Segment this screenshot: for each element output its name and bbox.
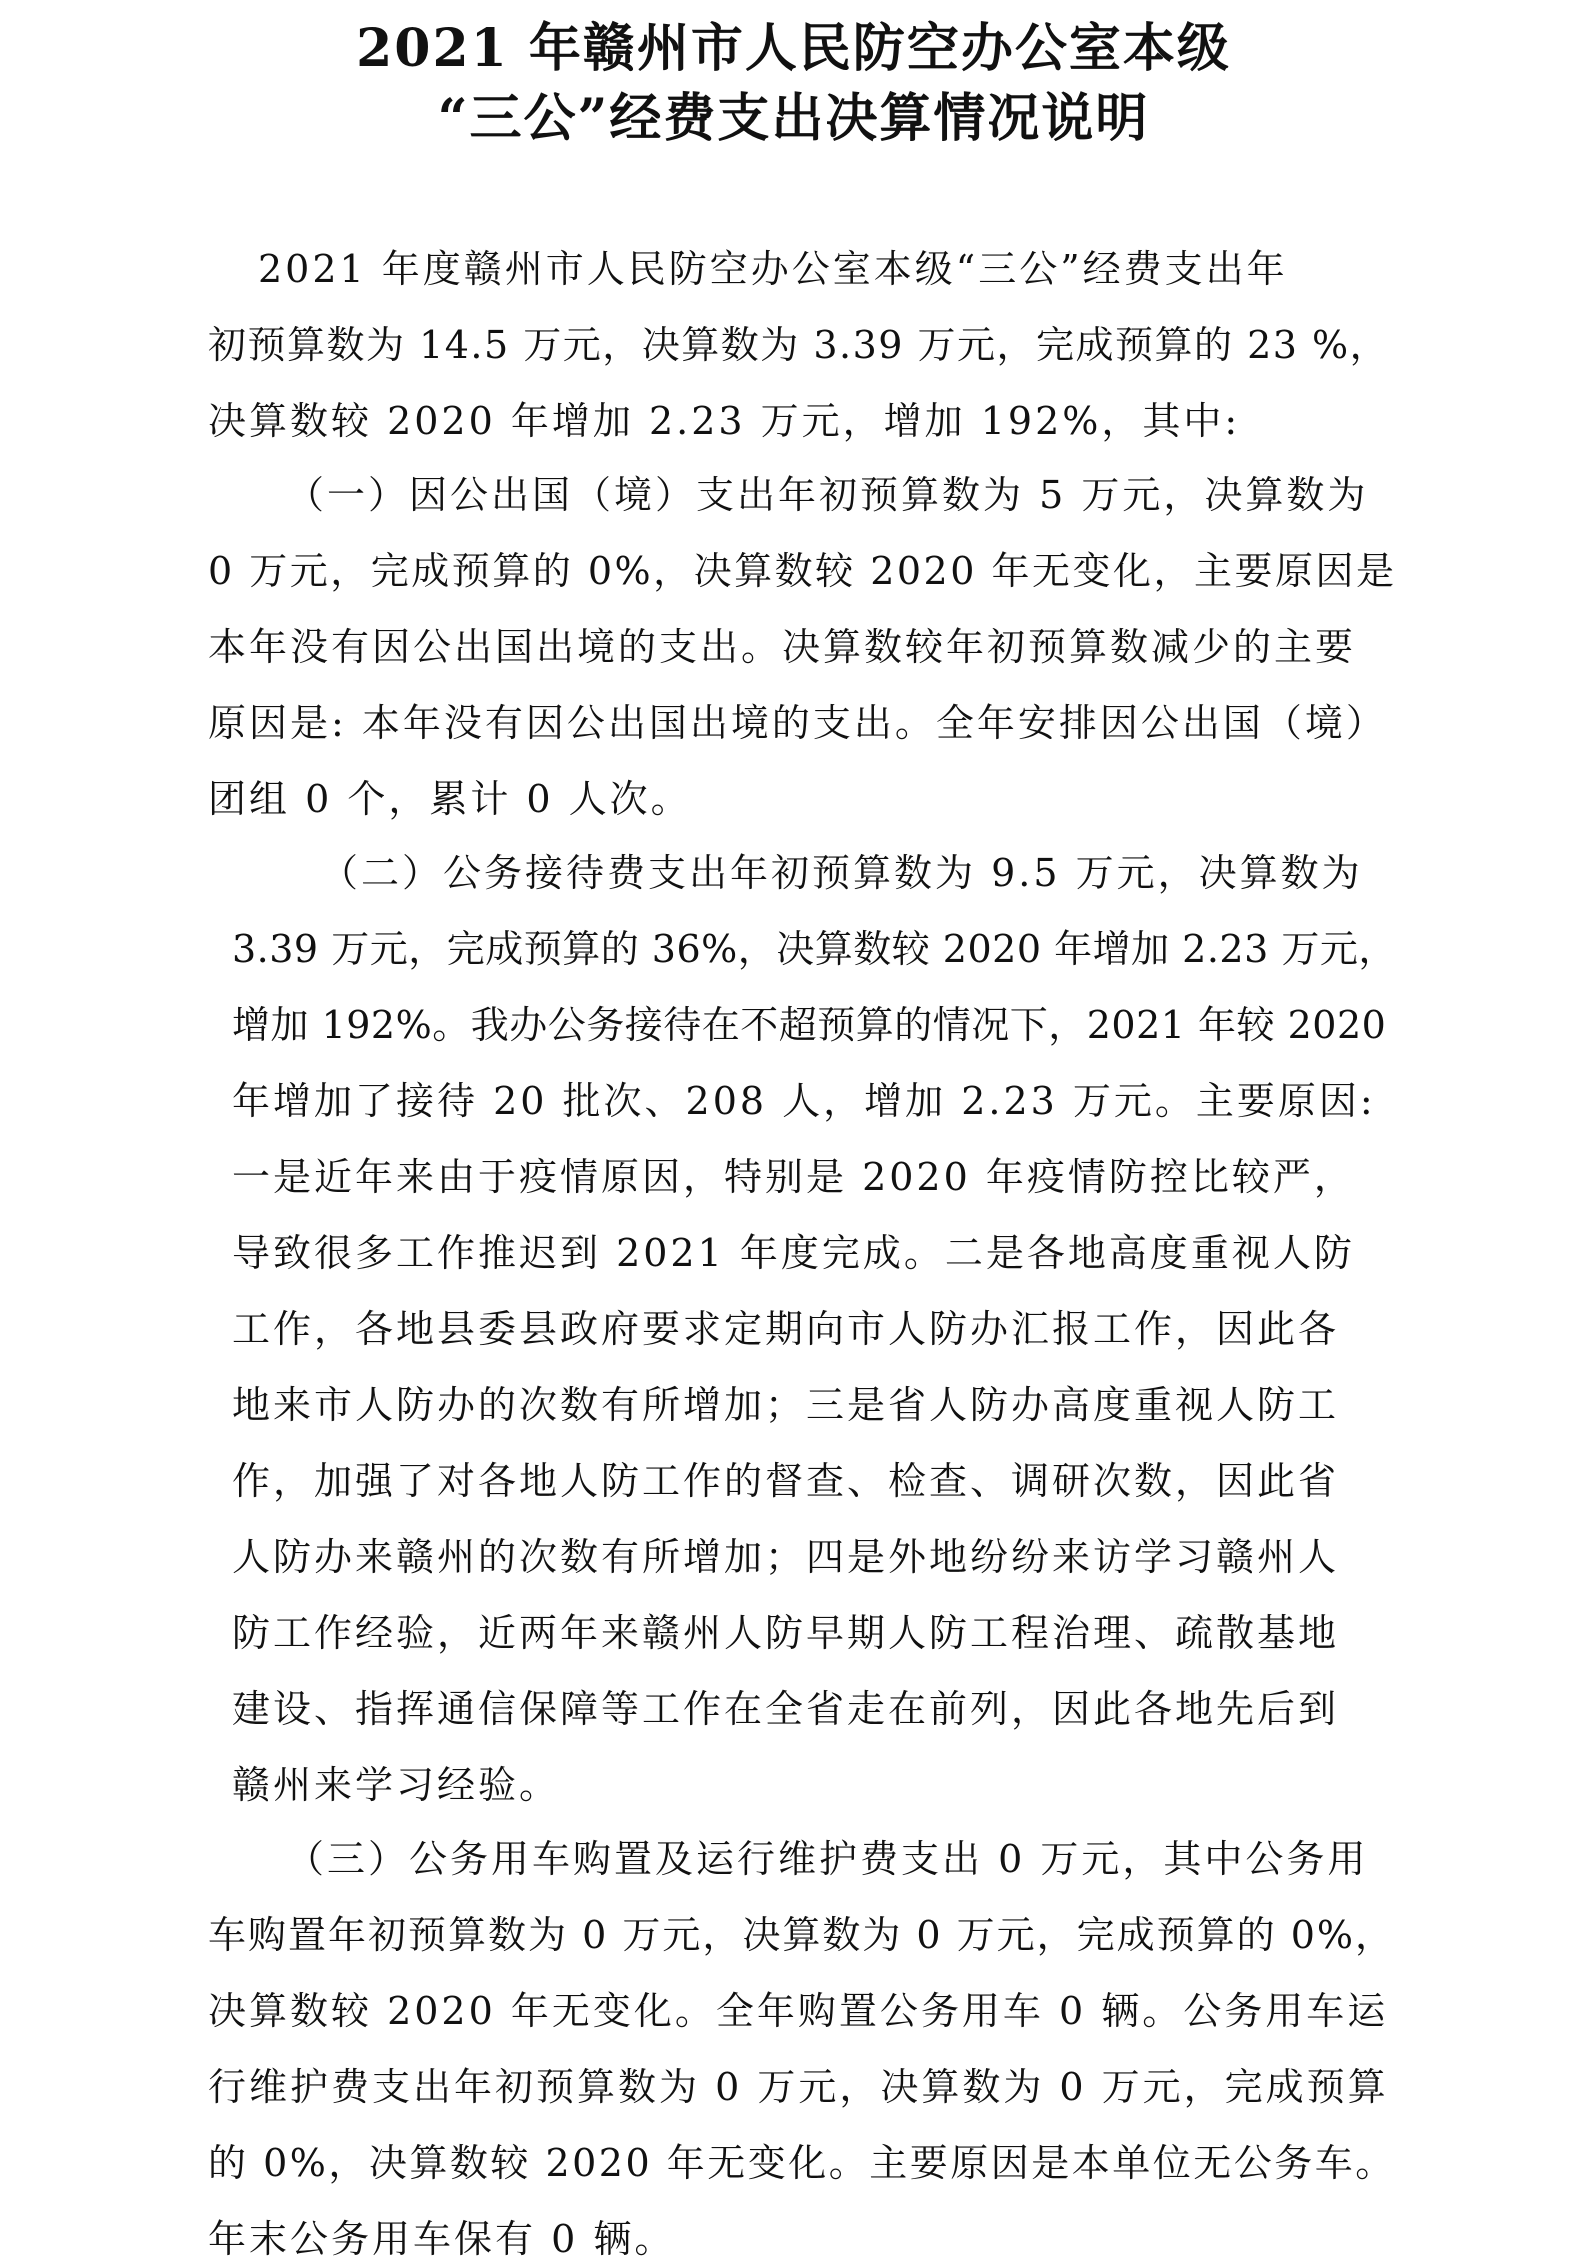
- section-2-line: 地来市人防办的次数有所增加；三是省人防办高度重视人防工: [232, 1383, 1340, 1427]
- section-2-line: 增加 192%。我办公务接待在不超预算的情况下，2021 年较 2020: [232, 1003, 1387, 1047]
- document-title: [0, 14, 1587, 154]
- section-2-line: 一是近年来由于疫情原因，特别是 2020 年疫情防控比较严，: [232, 1155, 1355, 1199]
- section-3-line: （三）公务用车购置及运行维护费支出 0 万元，其中公务用: [286, 1837, 1369, 1881]
- section-2-line: 年增加了接待 20 批次、208 人，增加 2.23 万元。主要原因:: [232, 1079, 1376, 1123]
- intro-line: 决算数较 2020 年增加 2.23 万元，增加 192%，其中:: [208, 399, 1241, 443]
- section-2-line: 导致很多工作推迟到 2021 年度完成。二是各地高度重视人防: [232, 1231, 1355, 1275]
- section-3-line: 车购置年初预算数为 0 万元，决算数为 0 万元，完成预算的 0%，: [208, 1913, 1396, 1957]
- section-3-line: 年末公务用车保有 0 辆。: [208, 2217, 676, 2261]
- section-2-line: 人防办来赣州的次数有所增加；四是外地纷纷来访学习赣州人: [232, 1535, 1340, 1579]
- section-1-line: 0 万元，完成预算的 0%，决算数较 2020 年无变化，主要原因是: [208, 549, 1397, 593]
- title-line-1: 2021 年赣州市人民防空办公室本级: [356, 18, 1231, 79]
- section-2-line: 赣州来学习经验。: [232, 1763, 561, 1807]
- section-1-line: 原因是: 本年没有因公出国出境的支出。全年安排因公出国（境）: [208, 701, 1387, 745]
- section-2-line: 工作，各地县委县政府要求定期向市人防办汇报工作，因此各: [232, 1307, 1340, 1351]
- section-2-line: 防工作经验，近两年来赣州人防早期人防工程治理、疏散基地: [232, 1611, 1340, 1655]
- section-1-line: （一）因公出国（境）支出年初预算数为 5 万元，决算数为: [286, 473, 1369, 517]
- intro-line: 2021 年度赣州市人民防空办公室本级“三公”经费支出年: [258, 247, 1288, 291]
- section-2-line: （二）公务接待费支出年初预算数为 9.5 万元，决算数为: [320, 851, 1363, 895]
- section-1-line: 本年没有因公出国出境的支出。决算数较年初预算数减少的主要: [208, 625, 1357, 669]
- intro-line: 初预算数为 14.5 万元，决算数为 3.39 万元，完成预算的 23 %，: [208, 323, 1390, 367]
- section-2-line: 作，加强了对各地人防工作的督查、检查、调研次数，因此省: [232, 1459, 1340, 1503]
- section-3-line: 行维护费支出年初预算数为 0 万元，决算数为 0 万元，完成预算: [208, 2065, 1389, 2109]
- title-line-2: “三公”经费支出决算情况说明: [437, 88, 1150, 149]
- section-1-line: 团组 0 个，累计 0 人次。: [208, 777, 692, 821]
- section-2-line: 3.39 万元，完成预算的 36%，决算数较 2020 年增加 2.23 万元，: [232, 927, 1397, 971]
- section-3-line: 的 0%，决算数较 2020 年无变化。主要原因是本单位无公务车。: [208, 2141, 1396, 2185]
- section-2-line: 建设、指挥通信保障等工作在全省走在前列，因此各地先后到: [232, 1687, 1340, 1731]
- section-3-line: 决算数较 2020 年无变化。全年购置公务用车 0 辆。公务用车运: [208, 1989, 1389, 2033]
